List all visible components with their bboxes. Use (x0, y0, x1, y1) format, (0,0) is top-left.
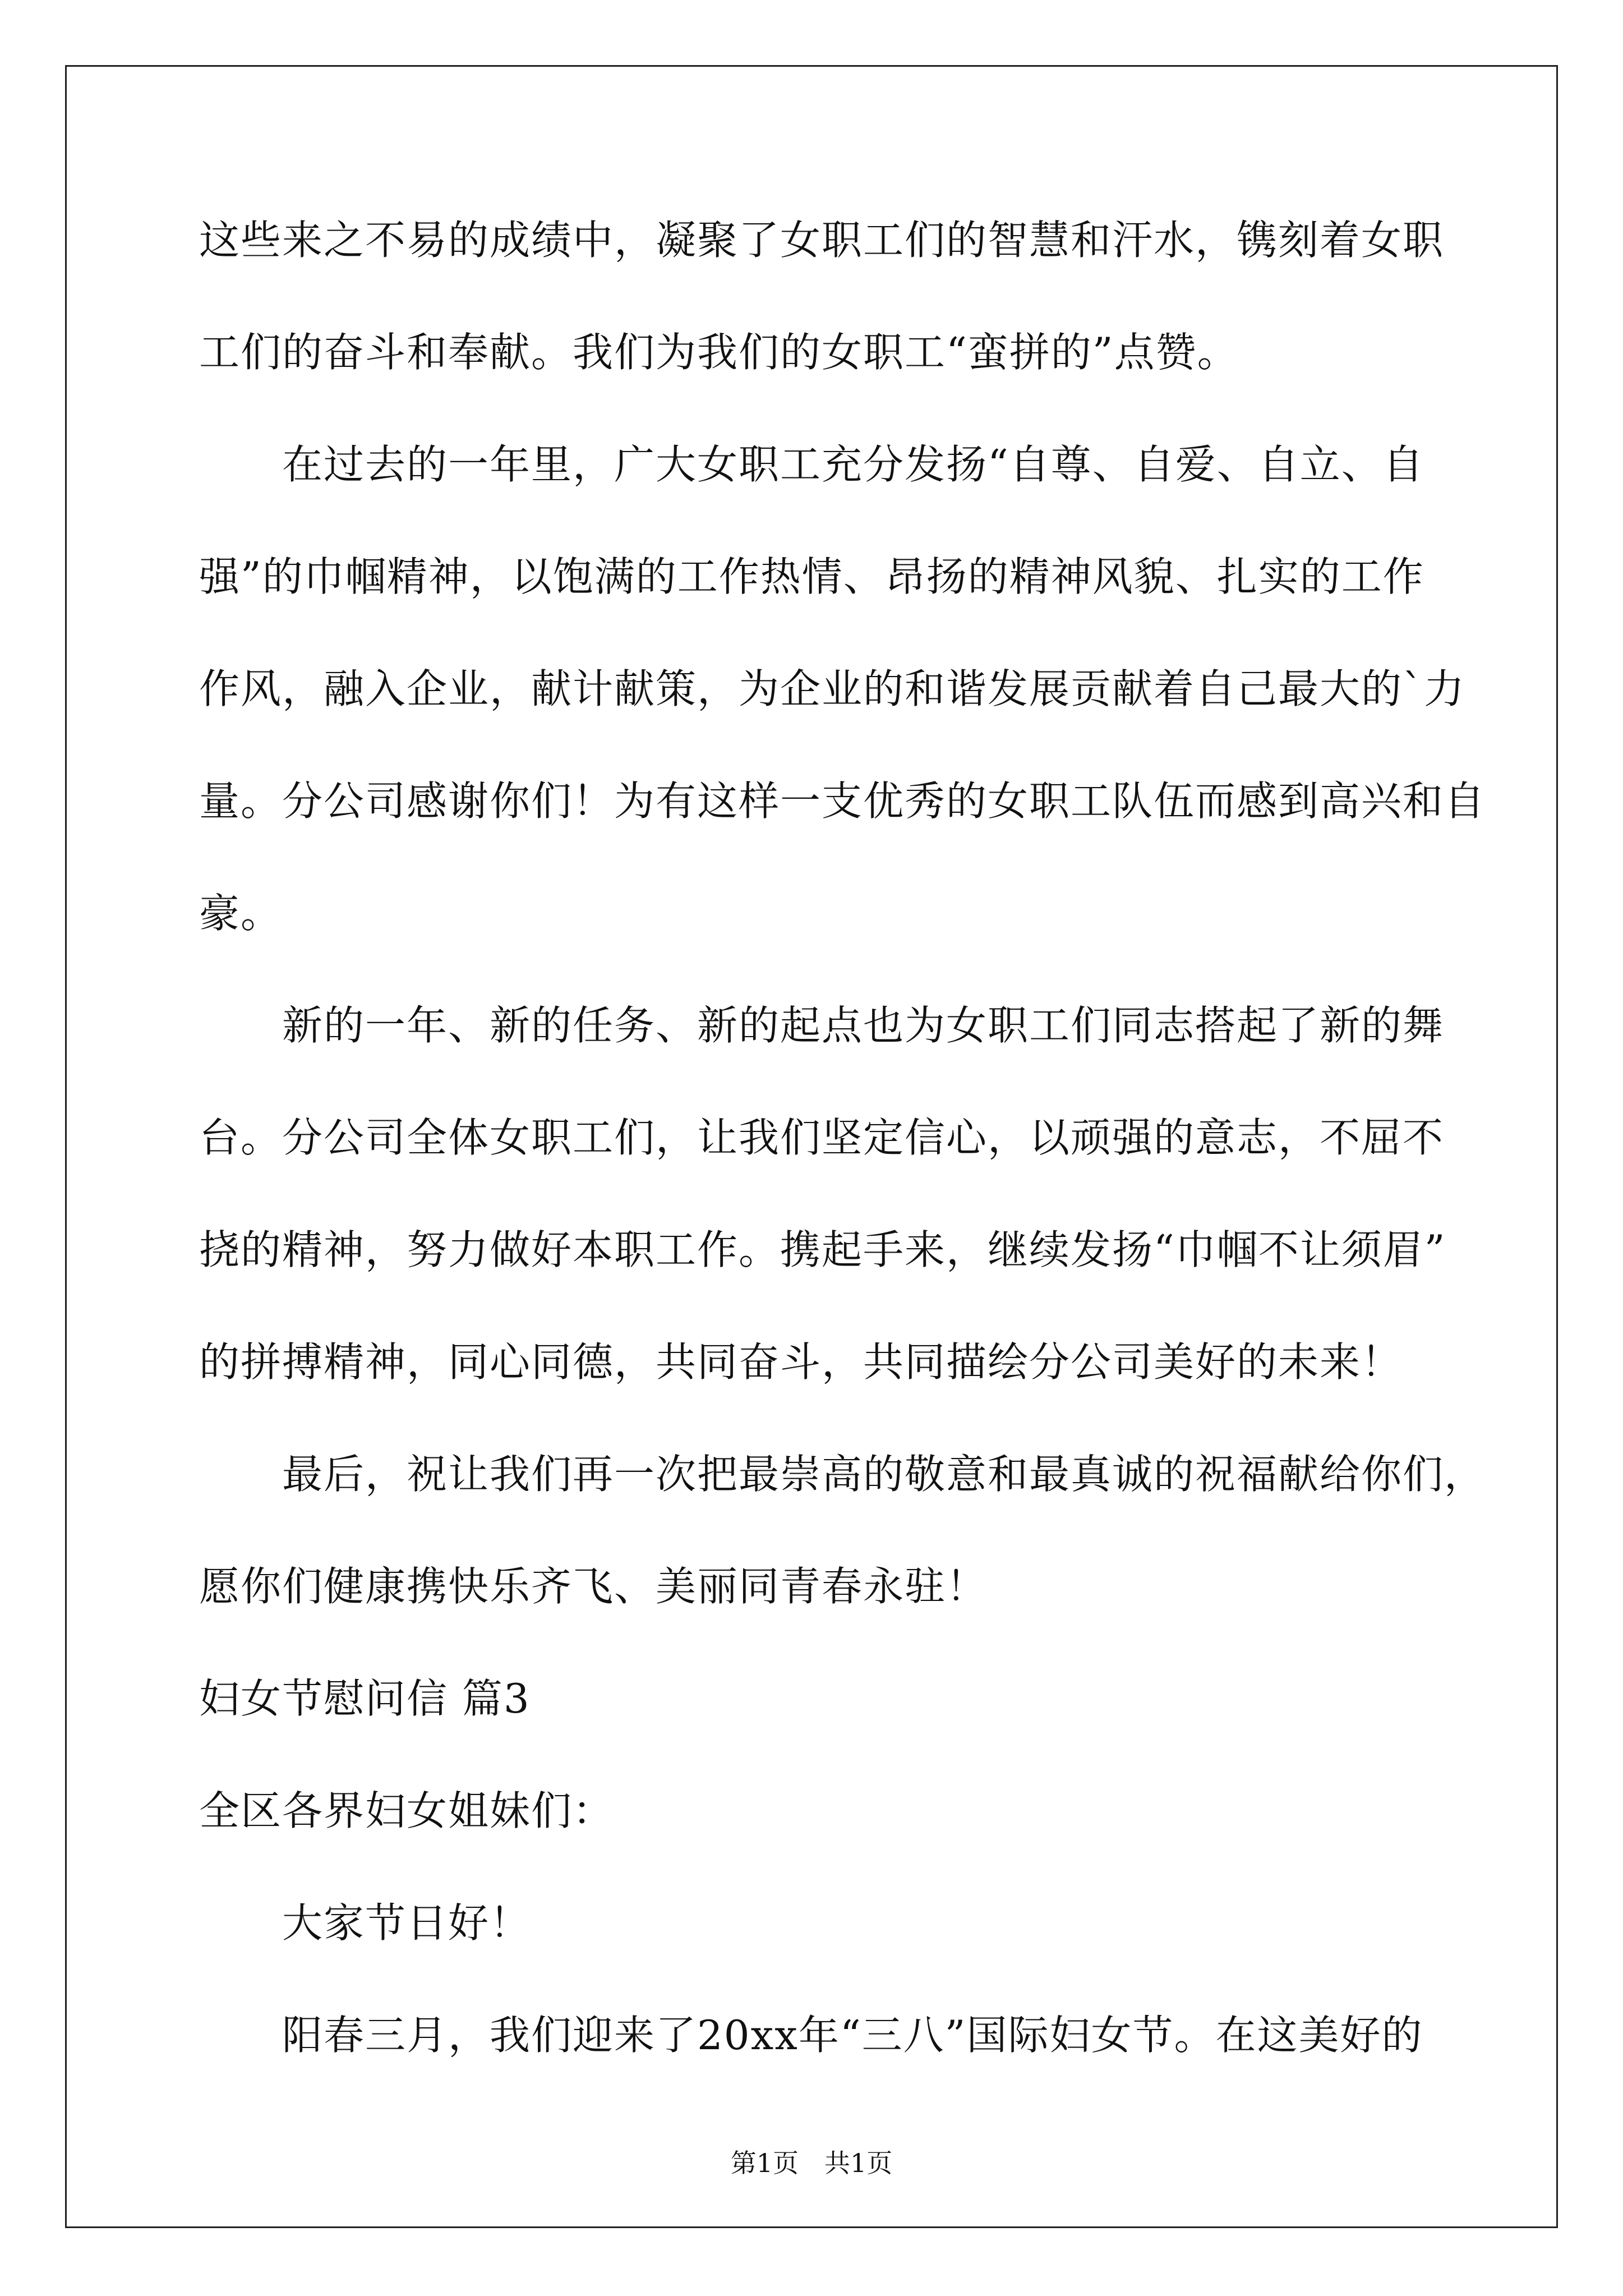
section-heading: 妇女节慰问信 篇3 (199, 1675, 531, 1722)
text-line: 最后，祝让我们再一次把最崇高的敬意和最真诚的祝福献给你们， (282, 1451, 1486, 1498)
text-line: 的拼搏精神，同心同德，共同奋斗，共同描绘分公司美好的未来！ (199, 1338, 1403, 1386)
page-number-footer: 第1页 共1页 (730, 2148, 893, 2178)
text-line: 台。分公司全体女职工们，让我们坚定信心，以顽强的意志，不屈不 (199, 1114, 1445, 1161)
text-line: 工们的奋斗和奉献。我们为我们的女职工“蛮拼的”点赞。 (199, 329, 1239, 376)
text-line: 这些来之不易的成绩中，凝聚了女职工们的智慧和汗水，镌刻着女职 (199, 217, 1445, 264)
text-line: 愿你们健康携快乐齐飞、美丽同青春永驻！ (199, 1563, 988, 1610)
text-line: 强”的巾帼精神，以饱满的工作热情、昂扬的精神风貌、扎实的工作 (199, 553, 1424, 600)
text-line: 新的一年、新的任务、新的起点也为女职工们同志搭起了新的舞 (282, 1002, 1445, 1049)
greeting-line: 大家节日好！ (282, 1899, 532, 1947)
text-line: 在过去的一年里，广大女职工充分发扬“自尊、自爱、自立、自 (282, 441, 1424, 488)
text-line: 豪。 (199, 890, 283, 937)
text-line: 挠的精神，努力做好本职工作。携起手来，继续发扬“巾帼不让须眉” (199, 1226, 1446, 1273)
text-line: 量。分公司感谢你们！为有这样一支优秀的女职工队伍而感到高兴和自 (199, 777, 1486, 825)
text-line: 阳春三月，我们迎来了20xx年“三八”国际妇女节。在这美好的 (282, 2012, 1423, 2059)
salutation: 全区各界妇女姐妹们： (199, 1787, 615, 1834)
text-line: 作风，融入企业，献计献策，为企业的和谐发展贡献着自己最大的`力 (199, 665, 1466, 712)
